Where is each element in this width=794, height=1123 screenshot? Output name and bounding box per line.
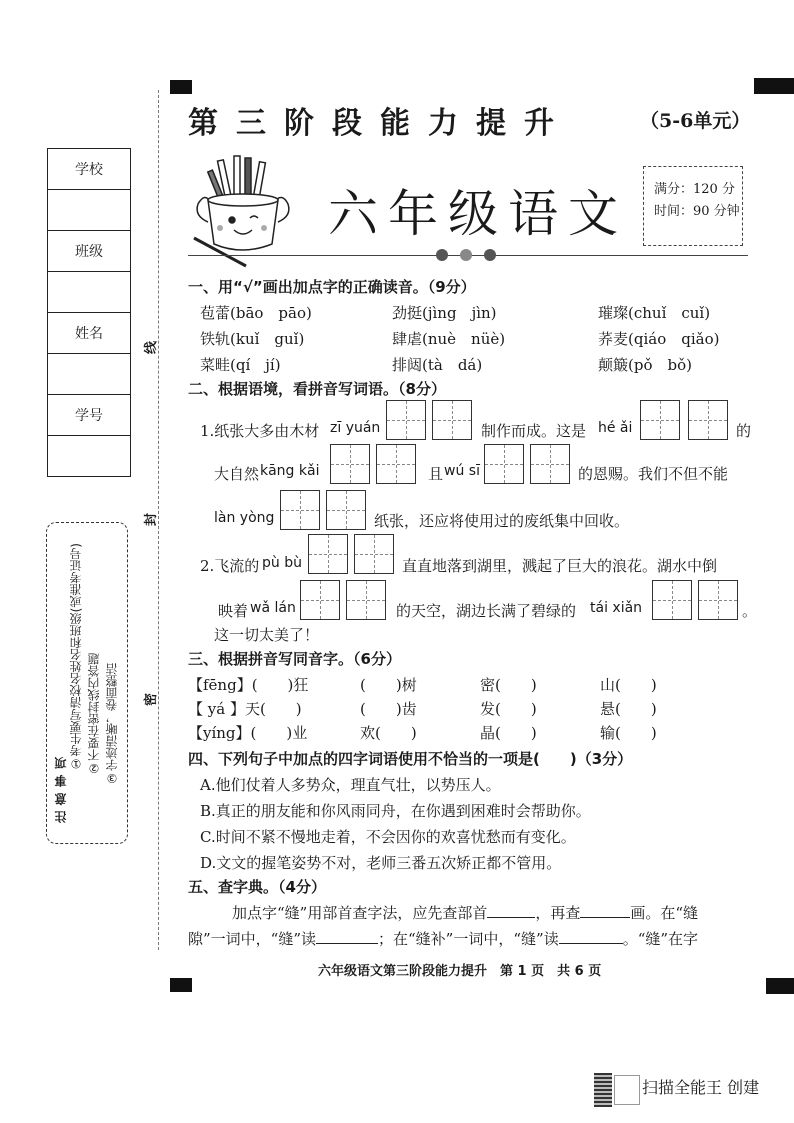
sec1-item: 颠簸(pǒ bǒ) xyxy=(598,356,692,374)
answer-blank[interactable] xyxy=(580,916,630,918)
name-label: 姓名 xyxy=(48,313,130,354)
writing-cell[interactable] xyxy=(640,400,680,440)
sec2-text: 。 xyxy=(742,602,758,620)
writing-cell[interactable] xyxy=(530,444,570,484)
sec3-item: 【fēng】( )狂 xyxy=(188,676,309,694)
sec2-text: 且 xyxy=(428,465,444,483)
seal-char-mi: 密 xyxy=(144,692,160,707)
sec1-item: 荞麦(qiáo qiǎo) xyxy=(598,330,720,348)
notes-item-1: ①考生要写清校名姓名和班级(或准考证号) xyxy=(69,543,83,771)
sec5-text: 加点字“缝”用部首查字法，应先查部首 xyxy=(232,904,488,922)
scanner-watermark: 扫描全能王 创建 xyxy=(642,1078,760,1097)
writing-cell[interactable] xyxy=(300,580,340,620)
sec4-option-a: A.他们仗着人多势众，理直气壮，以势压人。 xyxy=(200,776,501,794)
school-label: 学校 xyxy=(48,149,130,190)
sec2-text: 1.纸张大多由木材 xyxy=(200,422,320,440)
sec2-text: 这一切太美了！ xyxy=(214,626,320,644)
sec3-item: 输( ) xyxy=(600,724,657,742)
sec4-option-d: D.文文的握笔姿势不对，老师三番五次矫正都不管用。 xyxy=(200,854,562,872)
student-info-table xyxy=(47,148,131,477)
sec2-text: 直直地落到湖里，溅起了巨大的浪花。湖水中倒 xyxy=(402,557,718,575)
answer-blank[interactable] xyxy=(487,916,535,918)
writing-cell[interactable] xyxy=(346,580,386,620)
subject-title: 六年级语文 xyxy=(328,185,628,243)
sec2-pinyin: wǎ lán xyxy=(250,600,296,616)
section-4-title: 四、下列句子中加点的四字词语使用不恰当的一项是( )（3分） xyxy=(188,750,633,768)
sec1-item: 菜畦(qí jí) xyxy=(200,356,281,374)
sec1-item: 肆虐(nuè nüè) xyxy=(392,330,506,348)
full-score: 满分：120 分 xyxy=(654,182,735,197)
sec2-text: 的天空，湖边长满了碧绿的 xyxy=(396,602,577,620)
sec2-text: 映着 xyxy=(218,602,249,620)
sec2-pinyin: pù bù xyxy=(262,555,302,571)
student-id-field[interactable] xyxy=(48,436,130,476)
writing-cell[interactable] xyxy=(484,444,524,484)
sec3-item: 【yíng】( )业 xyxy=(188,724,308,742)
sec3-item: 悬( ) xyxy=(600,700,657,718)
seal-char-xian: 线 xyxy=(144,340,160,355)
class-label: 班级 xyxy=(48,231,130,272)
sec2-pinyin: tái xiǎn xyxy=(590,600,643,616)
notes-item-2: ②不要在密封线内答题 xyxy=(87,653,101,775)
answer-blank[interactable] xyxy=(316,942,378,944)
section-5-title: 五、查字典。（4分） xyxy=(188,878,326,896)
writing-cell[interactable] xyxy=(432,400,472,440)
page-footer: 六年级语文第三阶段能力提升 第 1 页 共 6 页 xyxy=(318,964,602,979)
sec3-item: 【 yá 】天( ) xyxy=(188,700,302,718)
writing-cell[interactable] xyxy=(308,534,348,574)
sec2-text: 大自然 xyxy=(214,465,260,483)
sec5-text: ，再查 xyxy=(535,904,581,922)
sec2-text: 2.飞流的 xyxy=(200,557,260,575)
sec2-text: 制作而成。这是 xyxy=(481,422,587,440)
sec2-pinyin: làn yòng xyxy=(214,510,275,526)
pencil-cup-illustration xyxy=(190,152,300,270)
notes-heading: 注意事项 xyxy=(54,751,68,823)
writing-cell[interactable] xyxy=(326,490,366,530)
writing-cell[interactable] xyxy=(376,444,416,484)
app-logo-icon xyxy=(614,1075,640,1105)
writing-cell[interactable] xyxy=(330,444,370,484)
exam-time: 时间：90 分钟 xyxy=(654,204,740,219)
sec5-text: 隙”一词中，“缝”读 xyxy=(188,930,317,948)
sec2-text: 的 xyxy=(736,422,752,440)
sec3-item: 晶( ) xyxy=(480,724,537,742)
sec5-line-2 xyxy=(188,928,698,949)
section-2-title: 二、根据语境，看拼音写词语。（8分） xyxy=(188,380,446,398)
writing-cell[interactable] xyxy=(354,534,394,574)
sec4-option-c: C.时间不紧不慢地走着，不会因你的欢喜忧愁而有变化。 xyxy=(200,828,576,846)
sec1-item: 苞蕾(bāo pāo) xyxy=(200,304,312,322)
sec3-item: ( )树 xyxy=(360,676,417,694)
registration-mark xyxy=(170,80,192,94)
notes-box xyxy=(46,522,128,844)
sec5-line-1 xyxy=(232,902,698,923)
sec3-item: 密( ) xyxy=(480,676,537,694)
writing-cell[interactable] xyxy=(386,400,426,440)
sec5-text: 。“缝”在字 xyxy=(622,930,699,948)
qr-code-icon xyxy=(594,1073,612,1107)
writing-cell[interactable] xyxy=(280,490,320,530)
class-field[interactable] xyxy=(48,272,130,313)
page-unit: （5-6单元） xyxy=(640,110,751,132)
registration-mark xyxy=(170,978,192,992)
sec5-text: 画。在“缝 xyxy=(630,904,699,922)
sec3-item: 山( ) xyxy=(600,676,657,694)
sec2-text: 的恩赐。我们不但不能 xyxy=(578,465,729,483)
notes-item-3: ③字迹清晰，卷面整洁 xyxy=(105,663,119,785)
sec2-pinyin: zī yuán xyxy=(330,420,381,436)
registration-mark xyxy=(754,78,794,94)
registration-mark xyxy=(766,978,794,994)
sec1-item: 劲挺(jìng jìn) xyxy=(392,304,497,322)
sec5-text: ；在“缝补”一词中，“缝”读 xyxy=(378,930,559,948)
sec1-item: 铁轨(kuǐ guǐ) xyxy=(200,330,305,348)
sec3-item: 欢( ) xyxy=(360,724,417,742)
score-box xyxy=(643,166,743,246)
writing-cell[interactable] xyxy=(652,580,692,620)
sec3-item: 发( ) xyxy=(480,700,537,718)
sec3-item: ( )齿 xyxy=(360,700,417,718)
sec2-pinyin: wú sī xyxy=(444,463,480,479)
section-1-title: 一、用“√”画出加点字的正确读音。（9分） xyxy=(188,278,476,296)
writing-cell[interactable] xyxy=(688,400,728,440)
seal-char-feng: 封 xyxy=(144,512,160,527)
sec2-text: 纸张，还应将使用过的废纸集中回收。 xyxy=(374,512,630,530)
sec2-pinyin: kāng kǎi xyxy=(260,463,320,479)
name-field[interactable] xyxy=(48,354,130,395)
sec2-pinyin: hé ǎi xyxy=(598,420,633,436)
school-field[interactable] xyxy=(48,190,130,231)
sec4-option-b: B.真正的朋友能和你风雨同舟，在你遇到困难时会帮助你。 xyxy=(200,802,591,820)
page-title: 第三阶段能力提升 xyxy=(188,106,572,141)
writing-cell[interactable] xyxy=(698,580,738,620)
section-3-title: 三、根据拼音写同音字。（6分） xyxy=(188,650,401,668)
answer-blank[interactable] xyxy=(559,942,623,944)
sec1-item: 璀璨(chuǐ cuǐ) xyxy=(598,304,711,322)
student-id-label: 学号 xyxy=(48,395,130,436)
decorative-divider xyxy=(188,255,748,256)
sec1-item: 排闼(tà dá) xyxy=(392,356,483,374)
